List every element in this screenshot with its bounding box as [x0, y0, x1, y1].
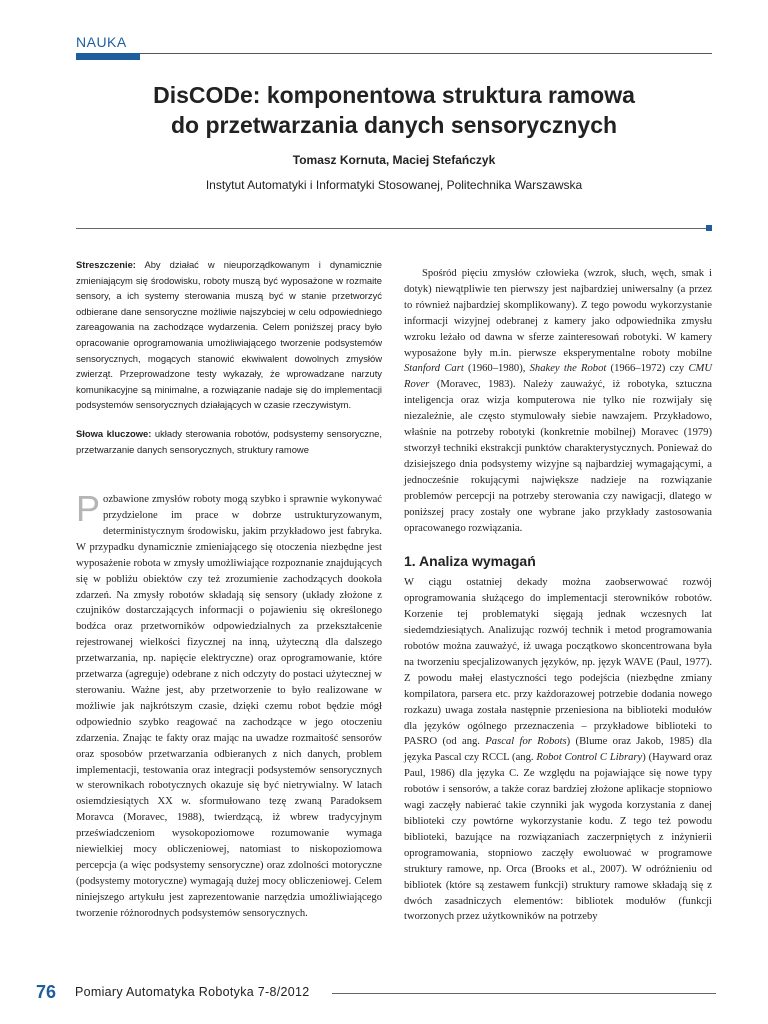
drop-cap: P — [76, 488, 101, 530]
text-run: (1966–1972) czy — [606, 363, 689, 375]
journal-name: Pomiary Automatyka Robotyka 7-8/2012 — [75, 985, 310, 999]
italic-stanford-cart: Stanford Cart — [404, 363, 464, 375]
page-number: 76 — [36, 982, 57, 1002]
keywords — [76, 426, 382, 457]
italic-shakey: Shakey the Robot — [529, 363, 607, 375]
intro-paragraph — [76, 488, 382, 921]
italic-pascal-for-robots: Pascal for Robots — [485, 736, 567, 748]
text-run: ) (Hayward oraz Paul, 1986) dla języka C. Ze względu na pojawiające się nowe typy robotów i sensorów, a także coraz bardziej złożone aplikacje stopniowo wagi zaczęły nabierać takie czynniki jak wygoda korzystania z danej biblioteki czy powtórne wykorzystanie kodu. Z tego też powodu biblioteki, bazujące na rozwiązaniach zaczerpniętych z inżynierii oprogramowania, stopniowo zaczęły ewoluować w programowe struktury ramowe, np. Orca (Brooks et al., 2007). W odróżnieniu od bibliotek (które są zestawem funkcji) struktury ramowe składają się z dwóch zasadniczych elementów: bibliotek modułów (funkcji tworzonych przez użytkowników na potrzeby — [404, 752, 712, 923]
authors: Tomasz Kornuta, Maciej Stefańczyk — [292, 153, 496, 167]
abstract-label: Streszczenie: — [76, 259, 136, 270]
text-run: W ciągu ostatniej dekady można zaobserwować rozwój oprogramowania służącego do implementacji sterowników robotów. Korzenie tej problematyki sięgają jednak wczesnych lat siedemdziesiątych. Analizując rozwój technik i metod programowania robotów można zauważyć, iż uwaga początkowo skoncentrowana była na tworzeniu specjalizowanych języków, np. język WAVE (Paul, 1977). Z powodu małej elastyczności tego podejścia (niezbędne zmiany kompilatora, parsera etc. przy każdorazowej potrzebie dodania nowego rozkazu) uwaga została następnie przeniesiona na biblioteki modułów dla języków ogólnego przeznaczenia – przykładowe biblioteki to PASRO (od ang. — [404, 577, 712, 748]
keywords-label: Słowa kluczowe: — [76, 427, 152, 439]
section-heading: 1. Analiza wymagań — [404, 553, 536, 570]
text-run: ) (Blume oraz Jakob, 1985) dla języka Pascal czy RCCL (ang. — [404, 736, 712, 764]
abstract — [76, 257, 382, 413]
header-rule — [76, 53, 712, 54]
paragraph-requirements — [404, 575, 712, 925]
paragraph-senses — [404, 266, 712, 536]
footer-rule — [332, 993, 716, 994]
separator-accent-square — [706, 225, 712, 231]
intro-text: ozbawione zmysłów roboty mogą szybko i sprawnie wykonywać przydzielone im prace w dobrze ustrukturyzowanym, deterministycznym środowisku, jakim przykładowo jest fabryka. W przypadku dynamicznie zmieniającego się otoczenia niezbędne jest wyposażenie robota w zmysły umożliwiające rozpoznanie znajdujących się w pobliżu obiektów czy też zrozumienie zachodzących dookoła zdarzeń. Na zmysły robotów składają się sensory (układy złożone z czujników dostarczających informacji o pojawieniu się określonego bodźca oraz przetworników odpowiedzialnych za przekształcenie rejestrowanej wielkości fizycznej na inną, użyteczną dla dalszego przetwarzania, np. napięcie elektryczne) oraz oprogramowanie, które przetwarza (agreguje) odebrane z nich odczyty do postaci użytecznej w sterowaniu. Ważne jest, aby przetworzenie to było realizowane w możliwie jak najkrótszym czasie, dzięki czemu robot będzie mógł odpowiednio szybko reagować na zachodzące w jego otoczeniu zdarzenia. Znając te fakty oraz mając na uwadze rozmaitość sensorów oraz sposobów przetwarzania odbieranych z nich danych, problem implementacji, testowania oraz integracji podsystemów sensorycznych w sterownikach robotycznych okazuje się być nietrywialny. W latach osiemdziesiątych XX w. sformułowano tezę zwaną Paradoksem Moravca (Moravec, 1988), twierdzącą, iż wbrew tradycyjnym przeświadczeniom wysokopoziomowe rozumowanie wymaga niewielkiej mocy obliczeniowej, natomiast to niskopoziomowa percepcja (a więc podsystemy sensoryczne) oraz zdolności motoryczne (podsystemy motoryczne) wymagają dużej mocy obliczeniowej. Celem niniejszego artykułu jest zaprezentowanie narzędzia umożliwiającego tworzenie różnorodnych podsystemów sensorycznych. — [76, 494, 382, 919]
italic-rccl: Robot Control C Library — [536, 752, 643, 764]
title-line-1: DisCODe: komponentowa struktura ramowa — [153, 82, 635, 108]
left-column — [76, 257, 382, 922]
abstract-text: Aby działać w nieuporządkowanym i dynamicznie zmieniającym się środowisku, roboty muszą być wyposażone w rozmaite sensory, a ich systemy sterowania muszą być w stanie przetworzyć odbierane dane sensoryczne możliwie najszybciej w celu odpowiedniego zareagowania na zachodzące wydarzenia. Celem poniższej pracy było opracowanie oprogramowania umożliwiającego tworzenie podsystemów sensorycznych, mogących stanowić ekwiwalent dowolnych zmysłów zwierząt. Przeprowadzone testy wykazały, że wprowadzane narzuty komunikacyjne są minimalne, a rozwiązanie nadaje się do implementacji podsystemów sensorycznych działających w czasie rzeczywistym. — [76, 259, 383, 411]
italic-cmu-rover: CMU Rover — [404, 363, 712, 391]
title-line-2: do przetwarzania danych sensorycznych — [170, 112, 618, 138]
affiliation: Instytut Automatyki i Informatyki Stosowanej, Politechnika Warszawska — [205, 178, 583, 192]
article-title — [76, 80, 712, 140]
separator-rule — [76, 228, 706, 229]
text-run: (1960–1980), — [463, 363, 530, 375]
keywords-text: układy sterowania robotów, podsystemy sensoryczne, przetwarzanie danych sensorycznych, struktury ramowe — [76, 427, 382, 455]
section-label: NAUKA — [76, 34, 127, 50]
page-footer — [36, 982, 716, 1002]
text-run: Spośród pięciu zmysłów człowieka (wzrok, słuch, węch, smak i dotyk) niewątpliwie ten pierwszy jest najbardziej uniwersalny (a przez to również najbardziej skomplikowany). Z tego powodu wykorzystanie informacji wizyjnej odebranej z kamery jako odpowiednika zmysłu wzroku leżało od dawna w sferze zainteresowań robotyki. W kamery wyposażone były m.in. pierwsze eksperymentalne roboty mobilne — [404, 268, 712, 359]
text-run: (Moravec, 1983). Należy zauważyć, iż robotyka, sztuczna inteligencja oraz wizja komputerowa nie tylko nie rozwijały się niezależnie, ale często stymulowały siebie nawzajem. Przykładowo, właśnie na potrzeby robotyki (konkretnie mobilnej) Moravec (1979) stworzył techniki ekstrakcji punktów charakterystycznych. Ponieważ do dzisiejszego dnia podsystemy wizyjne są najbardziej wymagającymi, a jednocześnie rokującymi największe nadzieje na rozwiązanie problemów percepcji na potrzeby sterowania czy nawigacji, dlatego w poniższej pracy zostały one wybrane jako przykłady zastosowania opracowanego rozwiązania. — [404, 379, 712, 534]
header-accent-block — [76, 53, 140, 60]
right-column — [404, 266, 712, 925]
